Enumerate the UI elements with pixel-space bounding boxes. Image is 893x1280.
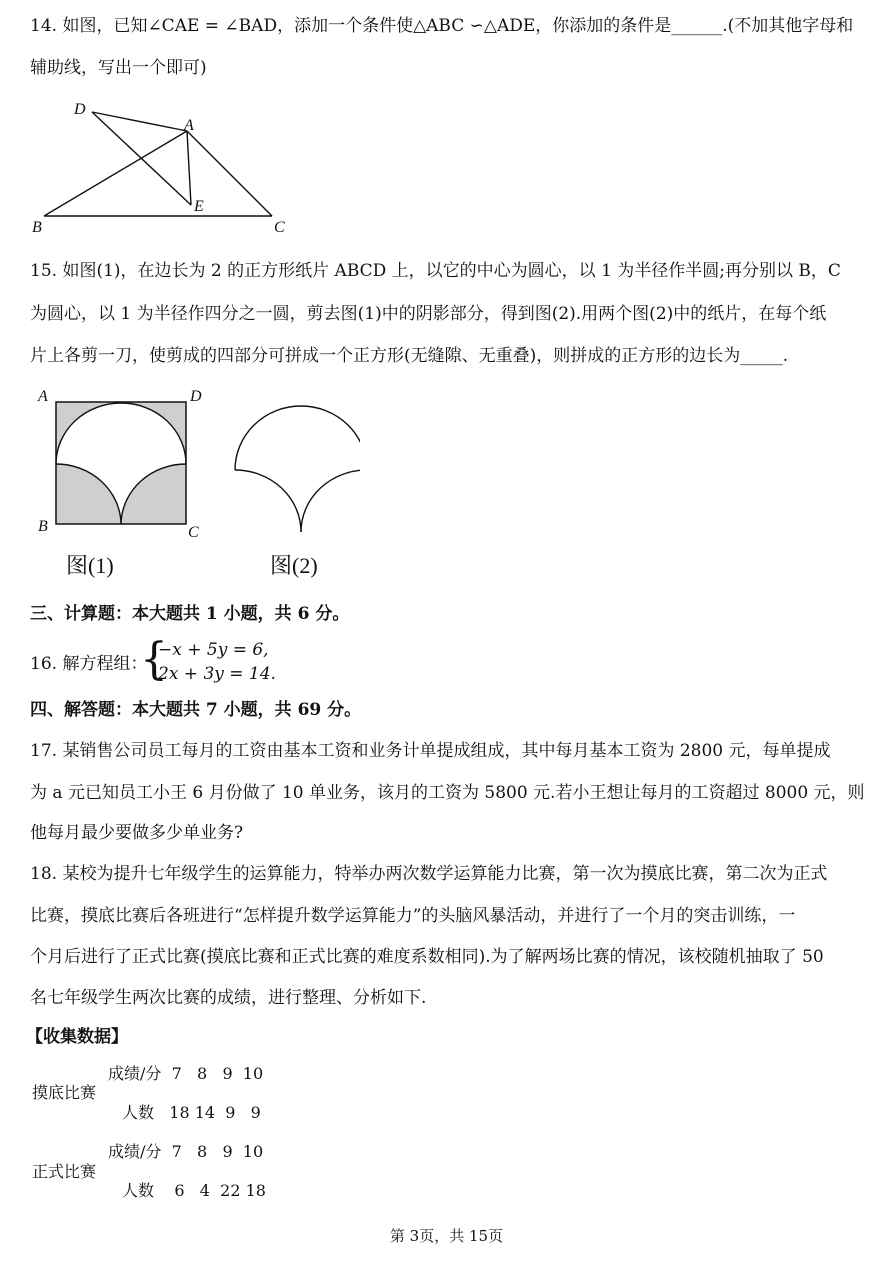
table2-name: 正式比赛 (32, 1162, 97, 1181)
q15-line2: 为圆心，以 1 为半径作四分之一圆，剪去图(1)中的阴影部分，得到图(2).用两个图(2)中的纸片，在每个纸 (30, 304, 827, 324)
q14-triangle-figure (0, 90, 320, 250)
section-3-heading: 三、计算题：本大题共 1 小题，共 6 分。 (30, 604, 350, 624)
q14-line1: 14. 如图，已知∠CAE = ∠BAD，添加一个条件使△ABC ∽△ADE，你添加的条件是______.(不加其他字母和 (30, 16, 854, 36)
q16-prefix: 16. 解方程组： (30, 654, 148, 674)
q17-line3: 他每月最少要做多少单业务? (30, 823, 244, 843)
q16-brace: { (140, 634, 168, 685)
q18-line4: 名七年级学生两次比赛的成绩，进行整理、分析如下. (30, 988, 427, 1008)
q17-line1: 17. 某销售公司员工每月的工资由基本工资和业务计单提成组成，其中每月基本工资为 2800 元，每单提成 (30, 741, 831, 761)
q18-line2: 比赛，摸底比赛后各班进行“怎样提升数学运算能力”的头脑风暴活动，并进行了一个月的突击训练，一 (30, 906, 796, 926)
q18-line1: 18. 某校为提升七年级学生的运算能力，特举办两次数学运算能力比赛，第一次为摸底比赛，第二次为正式 (30, 864, 828, 884)
line-AE (187, 131, 191, 205)
section-4-heading: 四、解答题：本大题共 7 小题，共 69 分。 (30, 700, 362, 720)
line-BA (44, 131, 187, 216)
label-B: B (32, 219, 42, 236)
collect-data-heading: 【收集数据】 (26, 1027, 128, 1047)
caption-fig1: 图(1) (66, 553, 114, 578)
table2-row-score: 成绩/分 7 8 9 10 (108, 1142, 264, 1161)
table1-row-score: 成绩/分 7 8 9 10 (108, 1064, 264, 1083)
table1-name: 摸底比赛 (32, 1083, 97, 1102)
fig1-label-C: C (188, 524, 199, 541)
q15-line1: 15. 如图(1)，在边长为 2 的正方形纸片 ABCD 上，以它的中心为圆心，以 1 为半径作半圆;再分别以 B，C (30, 261, 841, 281)
q15-line3: 片上各剪一刀，使剪成的四部分可拼成一个正方形(无缝隙、无重叠)，则拼成的正方形的边长为_____. (30, 346, 789, 366)
label-C: C (274, 219, 285, 236)
q15-figures (0, 380, 360, 550)
table1-row-count: 人数 18 14 9 9 (122, 1103, 261, 1122)
q18-line3: 个月后进行了正式比赛(摸底比赛和正式比赛的难度系数相同).为了解两场比赛的情况，该校随机抽取了 50 (30, 947, 824, 967)
page-footer: 第 3页，共 15页 (389, 1227, 504, 1245)
line-DA (92, 112, 187, 131)
line-DE (92, 112, 191, 205)
figure-2 (235, 406, 360, 532)
q16-eq2: 2x + 3y = 14. (158, 664, 276, 684)
q14-line2: 辅助线，写出一个即可) (30, 58, 207, 78)
label-A: A (184, 117, 194, 134)
caption-fig2: 图(2) (270, 553, 318, 578)
label-E: E (194, 198, 204, 215)
label-D: D (74, 101, 86, 118)
fig1-label-D: D (190, 388, 202, 405)
fig1-label-A: A (38, 388, 48, 405)
q17-line2: 为 a 元已知员工小王 6 月份做了 10 单业务，该月的工资为 5800 元.若小王想让每月的工资超过 8000 元，则 (30, 783, 865, 803)
figure-1 (56, 402, 186, 524)
table2-row-count: 人数 6 4 22 18 (122, 1181, 266, 1200)
fig1-label-B: B (38, 518, 48, 535)
q16-eq1: −x + 5y = 6, (158, 640, 269, 660)
